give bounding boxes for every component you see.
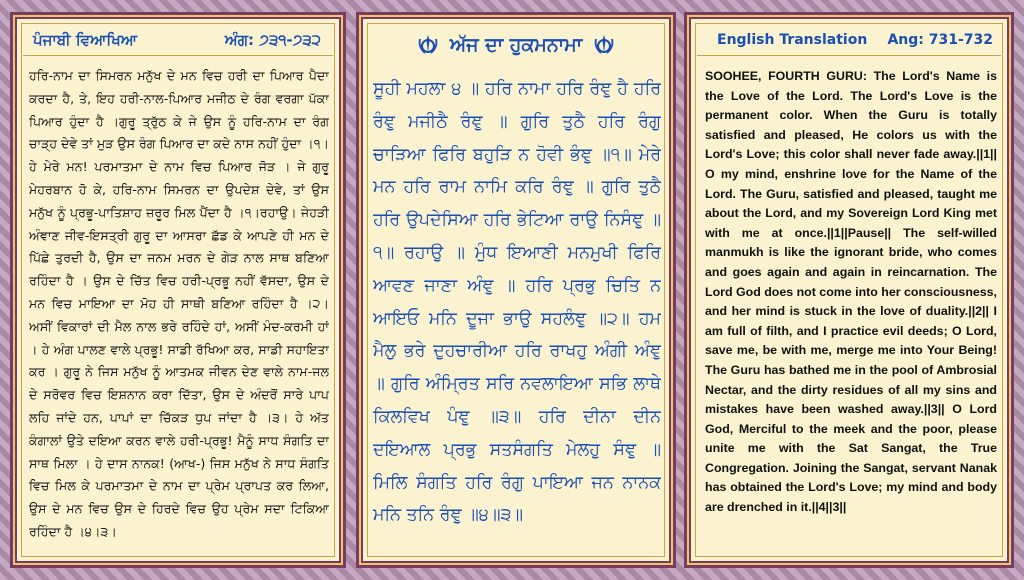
translation-text: SOOHEE, FOURTH GURU: The Lord's Name is the Love of the Lord. The Lord's Love is the permanent color. When the Guru is totally satisfied and pleased, He colors us with the Lord's Love; this color shall never fade away.||1|| O my mind, enshrine love for the Name of the Lord. The Guru, satisfied and pleased, taught me about the Lord, and my Sovereign Lord King met with me at once.||1||Pause|| The self-willed manmukh is like the ignorant bride, who comes and goes again and again in reincarnation. The Lord God does not come into her consciousness, and her mind is stuck in the love of duality.||2|| I am full of filth, and I practice evil deeds; O Lord, save me, be with me, merge me into Your Being! The Guru has bathed me in the pool of Ambrosial Nectar, and the dirty residues of all my sins and mistakes have been washed away.||3|| O Lord God, Merciful to the meek and the poor, please unite me with the Sat Sangat, the True Congregation. Joining the Sangat, servant Nanak has obtained the Lord's Love; my mind and body are drenched in it.||4||3|| [705,69,997,515]
punjabi-explanation-panel [10,12,346,568]
ang-label: Ang: 731-732 [887,32,993,48]
divider [23,55,333,56]
english-translation-panel [684,12,1014,568]
gurbani-text: ਸੂਹੀ ਮਹਲਾ ੪ ॥ ਹਰਿ ਨਾਮਾ ਹਰਿ ਰੰਞੁ ਹੈ ਹਰਿ ਰੰਞੁ ਮਜੀਠੈ ਰੰਞੁ ॥ ਗੁਰਿ ਤੁਠੈ ਹਰਿ ਰੰਗੁ ਚਾੜਿਆ ਫਿਰਿ ਬਹੁੜਿ ਨ ਹੋਵੀ ਭੰਞੁ ॥੧॥ ਮੇਰੇ ਮਨ ਹਰਿ ਰਾਮ ਨਾਮਿ ਕਰਿ ਰੰਞੁ ॥ ਗੁਰਿ ਤੁਠੈ ਹਰਿ ਉਪਦੇਸਿਆ ਹਰਿ ਭੇਟਿਆ ਰਾਉ ਨਿਸੰਞੁ ॥੧॥ ਰਹਾਉ ॥ ਮੁੰਧ ਇਆਣੀ ਮਨਮੁਖੀ ਫਿਰਿ ਆਵਣ ਜਾਣਾ ਅੰਞੁ ॥ ਹਰਿ ਪ੍ਰਭੁ ਚਿਤਿ ਨ ਆਇਓ ਮਨਿ ਦੂਜਾ ਭਾਉ ਸਹਲੰਞੁ ॥੨॥ ਹਮ ਮੈਲੁ ਭਰੇ ਦੁਹਚਾਰੀਆ ਹਰਿ ਰਾਖਹੁ ਅੰਗੀ ਅੰਞੁ ॥ ਗੁਰਿ ਅੰਮ੍ਰਿਤ ਸਰਿ ਨਵਲਾਇਆ ਸਭਿ ਲਾਥੇ ਕਿਲਵਿਖ ਪੰਞੁ ॥੩॥ ਹਰਿ ਦੀਨਾ ਦੀਨ ਦਇਆਲ ਪ੍ਰਭੁ ਸਤਸੰਗਤਿ ਮੇਲਹੁ ਸੰਞੁ ॥ ਮਿਲਿ ਸੰਗਤਿ ਹਰਿ ਰੰਗੁ ਪਾਇਆ ਜਨ ਨਾਨਕ ਮਨਿ ਤਨਿ ਰੰਞੁ ॥੪॥੩॥ [373,79,661,526]
ang-label: ਅੰਗ: ੭੩੧-੭੩੨ [224,31,321,49]
khanda-icon [416,33,440,57]
explanation-text: ਹਰਿ-ਨਾਮ ਦਾ ਸਿਮਰਨ ਮਨੁੱਖ ਦੇ ਮਨ ਵਿਚ ਹਰੀ ਦਾ ਪਿਆਰ ਪੈਦਾ ਕਰਦਾ ਹੈ, ਤੇ, ਇਹ ਹਰੀ-ਨਾਲ-ਪਿਆਰ ਮਜੀਠ ਦੇ ਰੰਗ ਵਰਗਾ ਪੱਕਾ ਪਿਆਰ ਹੁੰਦਾ ਹੈ ।ਗੁਰੂ ਤ੍ਰੁੱਠ ਕੇ ਜੇ ਉਸ ਨੂੰ ਹਰਿ-ਨਾਮ ਦਾ ਰੰਗ ਚਾੜ੍ਹ ਦੇਵੇ ਤਾਂ ਮੁੜ ਉਸ ਰੰਗ ਪਿਆਰ ਦਾ ਕਦੇ ਨਾਸ ਨਹੀਂ ਹੁੰਦਾ ।੧। ਹੇ ਮੇਰੇ ਮਨ! ਪਰਮਾਤਮਾ ਦੇ ਨਾਮ ਵਿਚ ਪਿਆਰ ਜੋੜ । ਜੇ ਗੁਰੂ ਮੇਹਰਬਾਨ ਹੋ ਕੇ, ਹਰਿ-ਨਾਮ ਸਿਮਰਨ ਦਾ ਉਪਦੇਸ਼ ਦੇਵੇ, ਤਾਂ ਉਸ ਮਨੁੱਖ ਨੂੰ ਪ੍ਰਭੂ-ਪਾਤਿਸ਼ਾਹ ਜ਼ਰੂਰ ਮਿਲ ਪੈਂਦਾ ਹੈ ।੧।ਰਹਾਉ। ਜੇਹੜੀ ਅੰਞਾਣ ਜੀਵ-ਇਸਤ੍ਰੀ ਗੁਰੂ ਦਾ ਆਸਰਾ ਛੱਡ ਕੇ ਆਪਣੇ ਹੀ ਮਨ ਦੇ ਪਿੱਛੇ ਤੁਰਦੀ ਹੈ, ਉਸ ਦਾ ਜਨਮ ਮਰਨ ਦੇ ਗੇੜ ਨਾਲ ਸਾਥ ਬਣਿਆ ਰਹਿੰਦਾ ਹੈ । ਉਸ ਦੇ ਚਿੱਤ ਵਿਚ ਹਰੀ-ਪ੍ਰਭੂ ਨਹੀਂ ਵੱਸਦਾ, ਉਸ ਦੇ ਮਨ ਵਿਚ ਮਾਇਆ ਦਾ ਮੋਹ ਹੀ ਸਾਥੀ ਬਣਿਆ ਰਹਿੰਦਾ ਹੈ ।੨। ਅਸੀਂ ਵਿਕਾਰਾਂ ਦੀ ਮੈਲ ਨਾਲ ਭਰੇ ਰਹਿੰਦੇ ਹਾਂ, ਅਸੀਂ ਮੰਦ-ਕਰਮੀ ਹਾਂ । ਹੇ ਅੰਗ ਪਾਲਣ ਵਾਲੇ ਪ੍ਰਭੂ! ਸਾਡੀ ਰੱਖਿਆ ਕਰ, ਸਾਡੀ ਸਹਾਇਤਾ ਕਰ । ਗੁਰੂ ਨੇ ਜਿਸ ਮਨੁੱਖ ਨੂੰ ਆਤਮਕ ਜੀਵਨ ਦੇਣ ਵਾਲੇ ਨਾਮ-ਜਲ ਦੇ ਸਰੋਵਰ ਵਿਚ ਇਸ਼ਨਾਨ ਕਰਾ ਦਿੱਤਾ, ਉਸ ਦੇ ਅੰਦਰੋਂ ਸਾਰੇ ਪਾਪ ਲਹਿ ਜਾਂਦੇ ਹਨ, ਪਾਪਾਂ ਦਾ ਚਿੱਕੜ ਧੁਪ ਜਾਂਦਾ ਹੈ ।੩। ਹੇ ਅੱਤ ਕੰਗਾਲਾਂ ਉਤੇ ਦਇਆ ਕਰਨ ਵਾਲੇ ਹਰੀ-ਪ੍ਰਭੂ! ਮੈਨੂੰ ਸਾਧ ਸੰਗਤਿ ਦਾ ਸਾਥ ਮਿਲਾ । ਹੇ ਦਾਸ ਨਾਨਕ! (ਆਖ-) ਜਿਸ ਮਨੁੱਖ ਨੇ ਸਾਧ ਸੰਗਤਿ ਵਿਚ ਮਿਲ ਕੇ ਪਰਮਾਤਮਾ ਦੇ ਨਾਮ ਦਾ ਪ੍ਰੇਮ ਪ੍ਰਾਪਤ ਕਰ ਲਿਆ, ਉਸ ਦੇ ਮਨ ਵਿਚ ਉਸ ਦੇ ਹਿਰਦੇ ਵਿਚ ਉਹ ਪ੍ਰੇਮ ਸਦਾ ਟਿਕਿਆ ਰਹਿੰਦਾ ਹੈ ।੪।੩। [29,68,329,539]
panel-title: English Translation [717,32,868,48]
divider [697,55,1001,56]
panel-title: ਅੱਜ ਦਾ ਹੁਕਮਨਾਮਾ [449,34,583,56]
panel-header [369,27,663,63]
panel-header [23,25,333,55]
panel-title: ਪੰਜਾਬੀ ਵਿਆਖਿਆ [33,31,138,49]
panel-header [697,25,1001,55]
hukamnama-panel [356,12,676,568]
khanda-icon [592,33,616,57]
